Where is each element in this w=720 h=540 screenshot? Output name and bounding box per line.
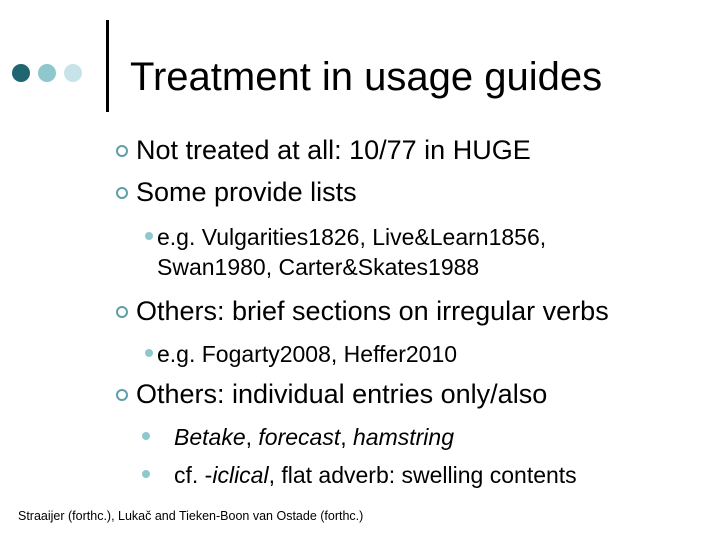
bullet-dot-icon bbox=[142, 432, 150, 440]
bullet-item bbox=[116, 377, 547, 411]
dot-icon bbox=[12, 64, 30, 82]
dot-icon bbox=[64, 64, 82, 82]
separator: , bbox=[340, 424, 353, 450]
sub-bullet-item bbox=[142, 460, 577, 490]
footer-citation: Straaijer (forthc.), Lukač and Tieken-Boon van Ostade (forthc.) bbox=[18, 509, 364, 523]
decorative-dots bbox=[12, 64, 82, 82]
bullet-ring-icon bbox=[116, 306, 128, 318]
separator: , bbox=[245, 424, 259, 450]
bullet-text: Some provide lists bbox=[136, 177, 357, 207]
text-fragment: , flat adverb: swelling contents bbox=[268, 462, 577, 488]
text-fragment: cf. - bbox=[174, 462, 213, 488]
bullet-dot-icon bbox=[142, 470, 150, 478]
bullet-text: Others: brief sections on irregular verbs bbox=[136, 296, 609, 326]
bullet-ring-icon bbox=[116, 187, 128, 199]
bullet-item bbox=[116, 294, 609, 328]
sub-bullet-item bbox=[142, 422, 454, 452]
title-divider bbox=[106, 20, 109, 112]
sub-bullet-text bbox=[174, 422, 454, 452]
word-hamstring: hamstring bbox=[353, 424, 454, 450]
bullet-text: Others: individual entries only/also bbox=[136, 379, 548, 409]
bullet-dot-icon bbox=[145, 232, 153, 240]
sub-bullet-text: e.g. Fogarty2008, Heffer2010 bbox=[157, 341, 458, 367]
bullet-ring-icon bbox=[116, 145, 128, 157]
word-iclical: iclical bbox=[212, 462, 269, 488]
bullet-item bbox=[116, 175, 357, 209]
sub-bullet-text bbox=[174, 460, 577, 490]
sub-bullet-item bbox=[145, 339, 457, 369]
sub-bullet-item bbox=[145, 222, 546, 282]
bullet-dot-icon bbox=[145, 349, 153, 357]
sub-bullet-text: e.g. Vulgarities1826, Live&Learn1856, bbox=[157, 224, 547, 250]
word-betake: Betake bbox=[174, 424, 246, 450]
sub-bullet-text: Swan1980, Carter&Skates1988 bbox=[157, 254, 480, 280]
slide-title: Treatment in usage guides bbox=[130, 55, 603, 99]
bullet-item bbox=[116, 133, 531, 167]
bullet-ring-icon bbox=[116, 389, 128, 401]
dot-icon bbox=[38, 64, 56, 82]
bullet-text: Not treated at all: 10/77 in HUGE bbox=[136, 135, 531, 165]
word-forecast: forecast bbox=[258, 424, 341, 450]
